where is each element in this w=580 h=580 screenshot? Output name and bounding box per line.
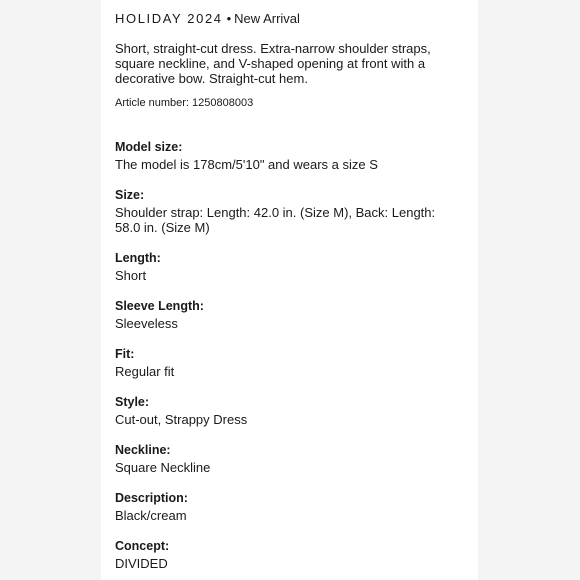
spec-value: Cut-out, Strappy Dress: [115, 412, 248, 427]
spec-size: [115, 187, 464, 235]
spec-concept: [115, 538, 464, 571]
spec-label: Neckline:: [115, 443, 171, 457]
spec-list: [115, 139, 464, 571]
product-details-panel: [101, 0, 478, 580]
spec-label: Sleeve Length:: [115, 299, 204, 313]
spec-sleeve-length: [115, 298, 464, 331]
spec-value: Short: [115, 268, 147, 283]
spec-value: DIVIDED: [115, 556, 168, 571]
collection-line: [115, 11, 464, 27]
spec-model-size: [115, 139, 464, 172]
new-arrival-badge: New Arrival: [234, 11, 300, 26]
collection-name: HOLIDAY 2024: [115, 11, 223, 26]
spec-value: Shoulder strap: Length: 42.0 in. (Size M), Back: Length: 58.0 in. (Size M): [115, 205, 436, 235]
spec-value: Square Neckline: [115, 460, 211, 475]
spec-fit: [115, 346, 464, 379]
separator-bullet: •: [226, 11, 232, 26]
spec-value: Black/cream: [115, 508, 187, 523]
spec-label: Style:: [115, 395, 150, 409]
spec-neckline: [115, 442, 464, 475]
product-description: Short, straight-cut dress. Extra-narrow shoulder straps, square neckline, and V-shaped opening at front with a decorative bow. Straight-cut hem.: [115, 41, 431, 86]
spec-label: Model size:: [115, 140, 183, 154]
spec-label: Size:: [115, 188, 145, 202]
article-number: Article number: 1250808003: [115, 97, 254, 109]
spec-description: [115, 490, 464, 523]
spec-value: Regular fit: [115, 364, 175, 379]
spec-label: Description:: [115, 491, 188, 505]
spec-label: Fit:: [115, 347, 135, 361]
spec-length: [115, 250, 464, 283]
spec-value: The model is 178cm/5'10" and wears a size S: [115, 157, 378, 172]
spec-label: Concept:: [115, 539, 170, 553]
spec-style: [115, 394, 464, 427]
spec-label: Length:: [115, 251, 161, 265]
spec-value: Sleeveless: [115, 316, 178, 331]
